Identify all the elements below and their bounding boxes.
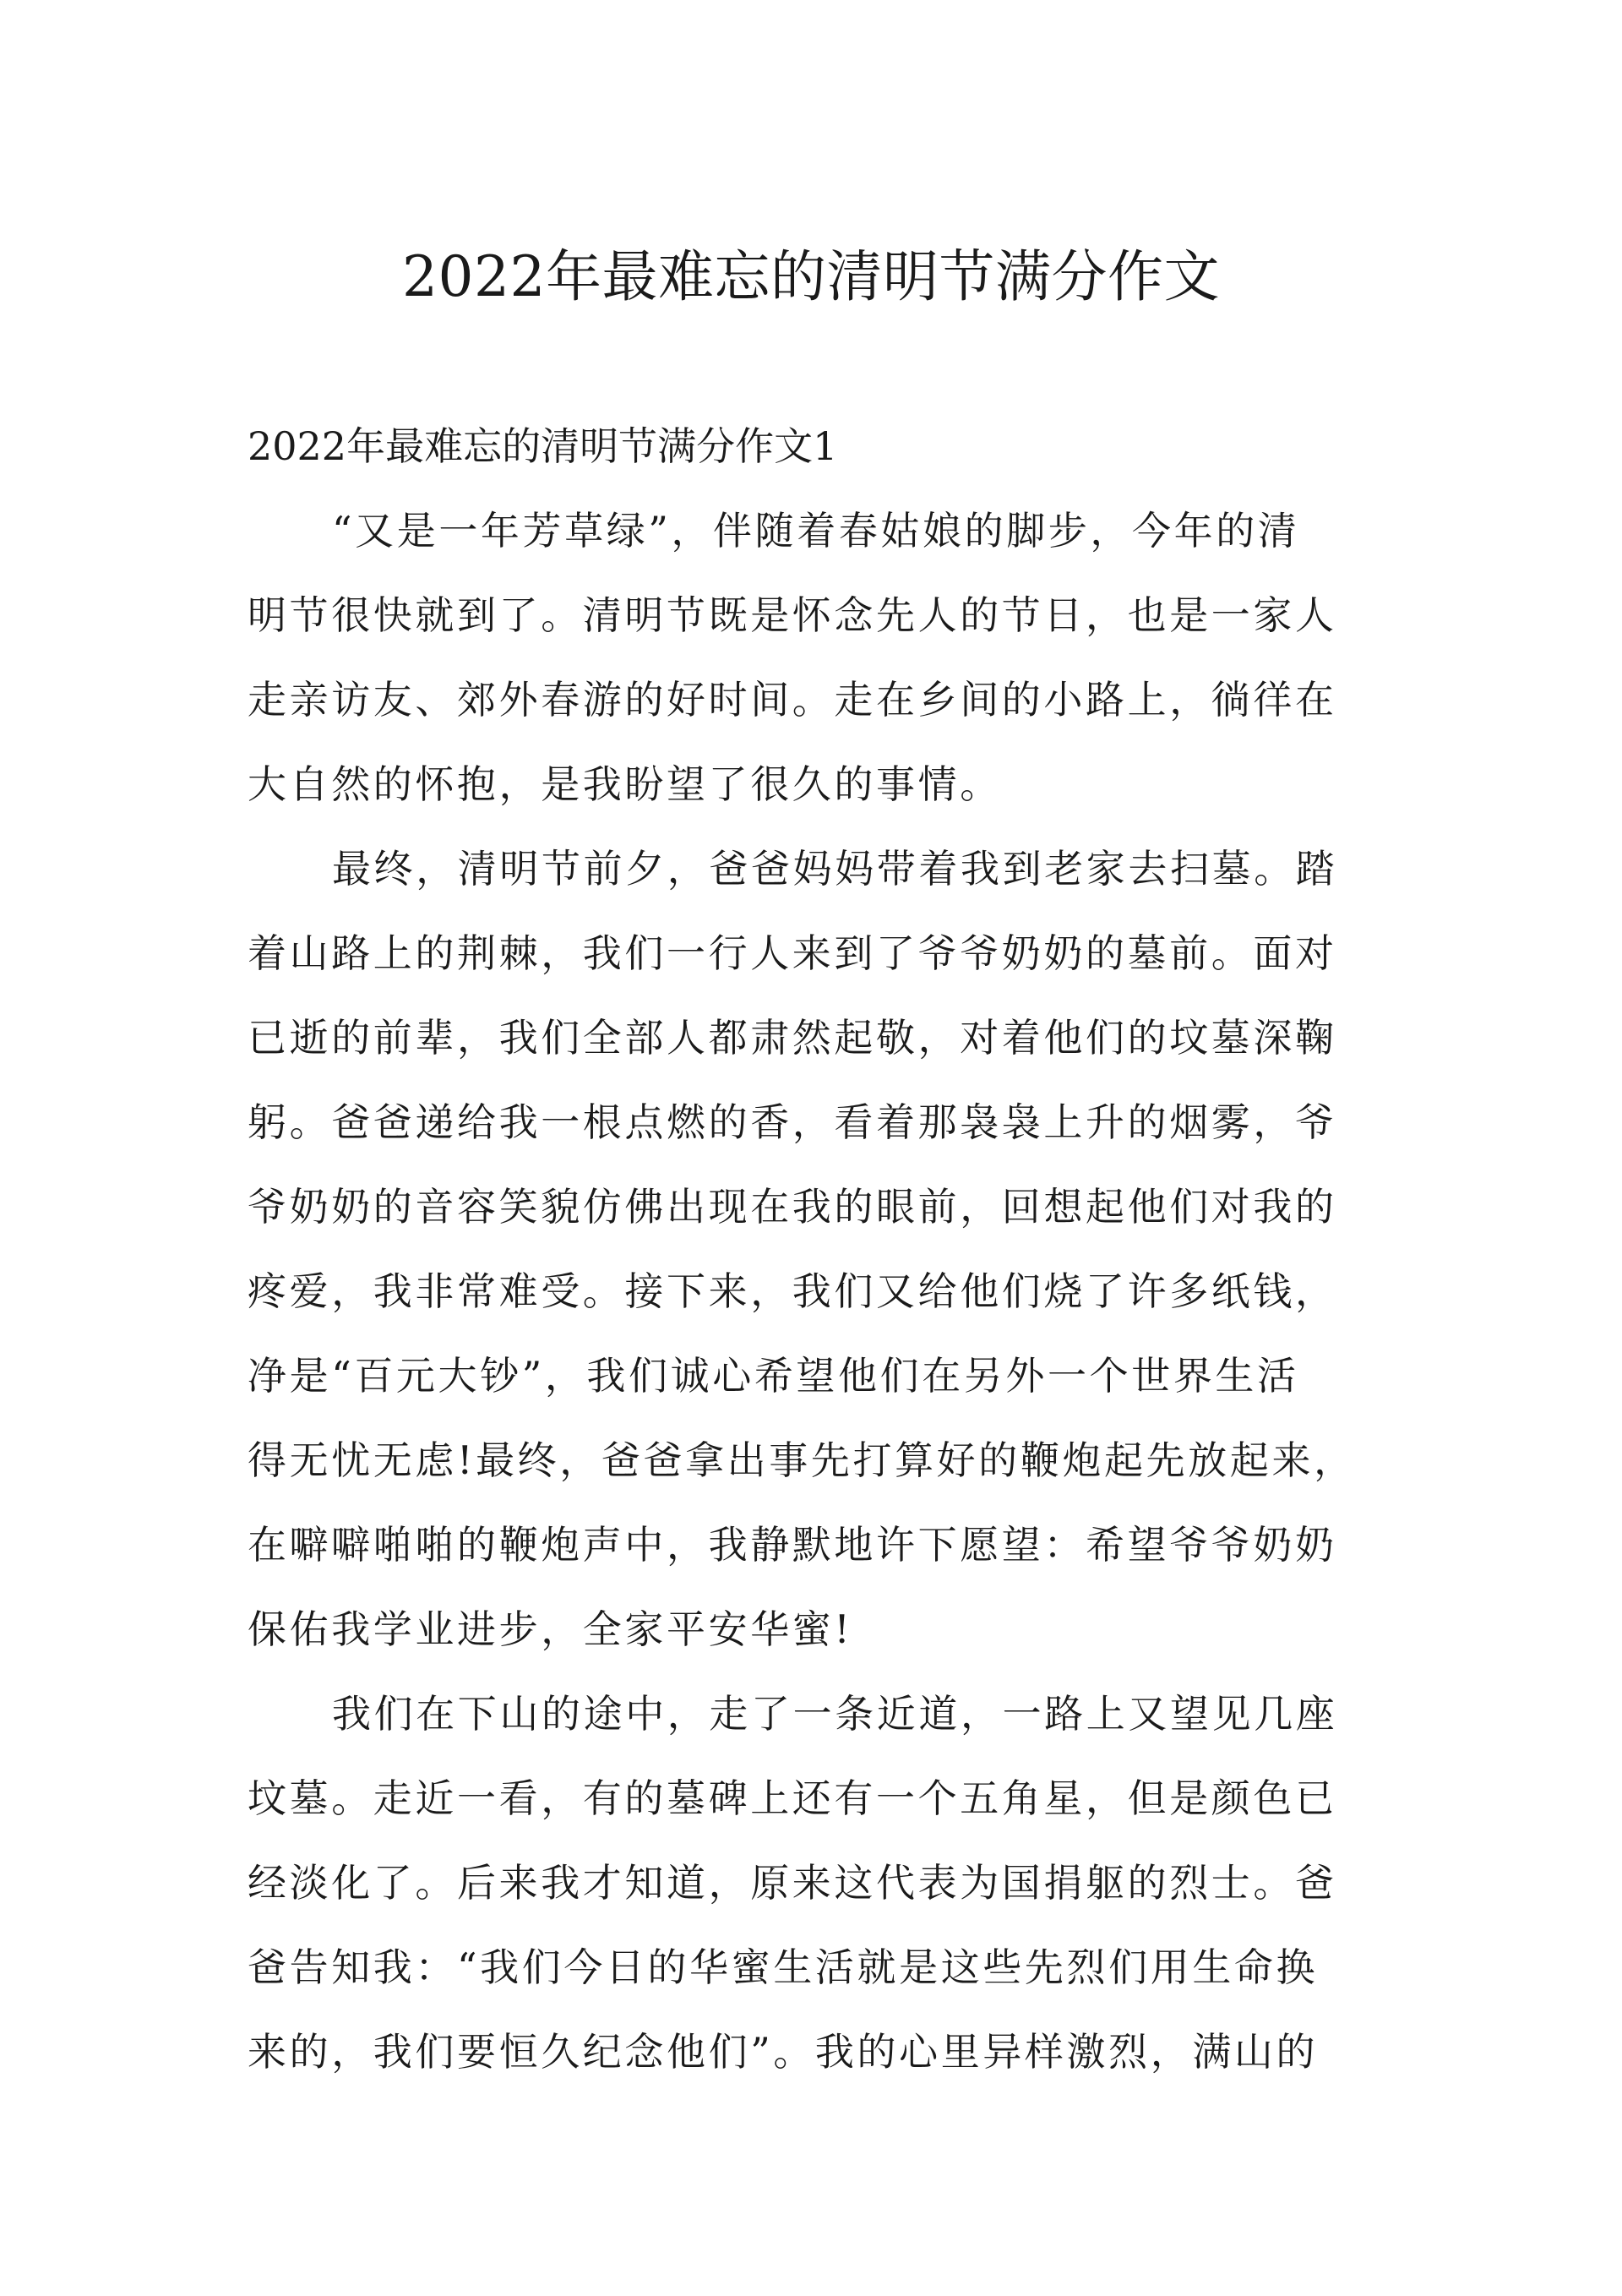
text-line: 我们在下山的途中，走了一条近道，一路上又望见几座 — [332, 1691, 1338, 1737]
text-line: 爷奶奶的音容笑貌仿佛出现在我的眼前，回想起他们对我的 — [248, 1184, 1337, 1230]
text-line: 在噼噼啪啪的鞭炮声中，我静默地许下愿望：希望爷爷奶奶 — [248, 1522, 1337, 1568]
text-line: 保佑我学业进步，全家平安华蜜! — [248, 1606, 853, 1652]
text-line: 走亲访友、郊外春游的好时间。走在乡间的小路上，徜徉在 — [248, 677, 1337, 723]
document-body — [248, 404, 1378, 2094]
essay-subtitle: 2022年最难忘的清明节满分作文1 — [248, 423, 838, 469]
text-line: 躬。爸爸递给我一根点燃的香，看着那袅袅上升的烟雾，爷 — [248, 1099, 1337, 1145]
text-line: 着山路上的荆棘，我们一行人来到了爷爷奶奶的墓前。面对 — [248, 930, 1337, 976]
text-line: 净是“百元大钞”，我们诚心希望他们在另外一个世界生活 — [248, 1353, 1299, 1399]
text-line: 经淡化了。后来我才知道，原来这代表为国捐躯的烈士。爸 — [248, 1860, 1337, 1906]
text-line: “又是一年芳草绿”，伴随着春姑娘的脚步，今年的清 — [332, 508, 1300, 554]
paragraph-1 — [248, 488, 1378, 826]
text-line: 大自然的怀抱，是我盼望了很久的事情。 — [248, 761, 1002, 807]
text-line: 爸告知我：“我们今日的华蜜生活就是这些先烈们用生命换 — [248, 1944, 1319, 1990]
paragraph-3 — [248, 1672, 1378, 2094]
text-line: 来的，我们要恒久纪念他们”。我的心里异样激烈，满山的 — [248, 2029, 1319, 2075]
document-title: 2022年最难忘的清明节满分作文 — [402, 244, 1220, 309]
text-line: 明节很快就到了。清明节既是怀念先人的节日，也是一家人 — [248, 592, 1337, 638]
text-line: 疼爱，我非常难受。接下来，我们又给他们烧了许多纸钱， — [248, 1268, 1337, 1314]
text-line: 最终，清明节前夕，爸爸妈妈带着我到老家去扫墓。踏 — [332, 846, 1338, 892]
text-line: 得无忧无虑!最终，爸爸拿出事先打算好的鞭炮起先放起来， — [248, 1437, 1356, 1483]
text-line: 已逝的前辈，我们全部人都肃然起敬，对着他们的坟墓深鞠 — [248, 1015, 1337, 1061]
text-line: 坟墓。走近一看，有的墓碑上还有一个五角星，但是颜色已 — [248, 1775, 1337, 1821]
paragraph-2 — [248, 826, 1378, 1672]
